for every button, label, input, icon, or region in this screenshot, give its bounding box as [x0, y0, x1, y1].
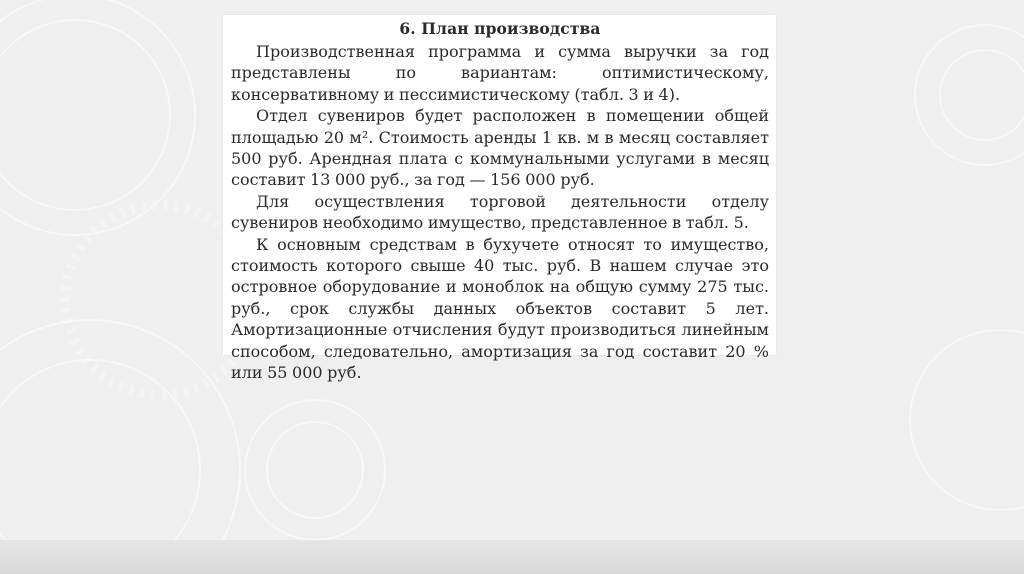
section-title: 6. План производства	[399, 19, 601, 38]
paragraph: К основным средствам в бухучете относят то имущество, стоимость которого свыше 40 тыс. руб. В нашем случае это островное оборудование и моноблок на общую сумму 275 тыс. руб., срок службы данных объектов составит 5 лет. Амортизационные отчисления будут производиться линейным способом, следовательно, амортизация за год составит 20 % или 55 000 руб.	[231, 234, 769, 383]
paragraph: Производственная программа и сумма выручки за год представлены по вариантам: оптимистическому, консервативному и пессимистическому (табл. 3 и 4).	[231, 42, 769, 104]
paragraph: Отдел сувениров будет расположен в помещении общей площадью 20 м². Стоимость аренды 1 кв. м в месяц составляет 500 руб. Арендная плата с коммунальными услугами в месяц составит 13 000 руб., за год — 156 000 руб.	[231, 106, 769, 190]
paragraph: Для осуществления торговой деятельности отделу сувениров необходимо имущество, представленное в табл. 5.	[231, 191, 769, 233]
bottom-band	[0, 540, 1024, 574]
document-page	[223, 15, 776, 383]
